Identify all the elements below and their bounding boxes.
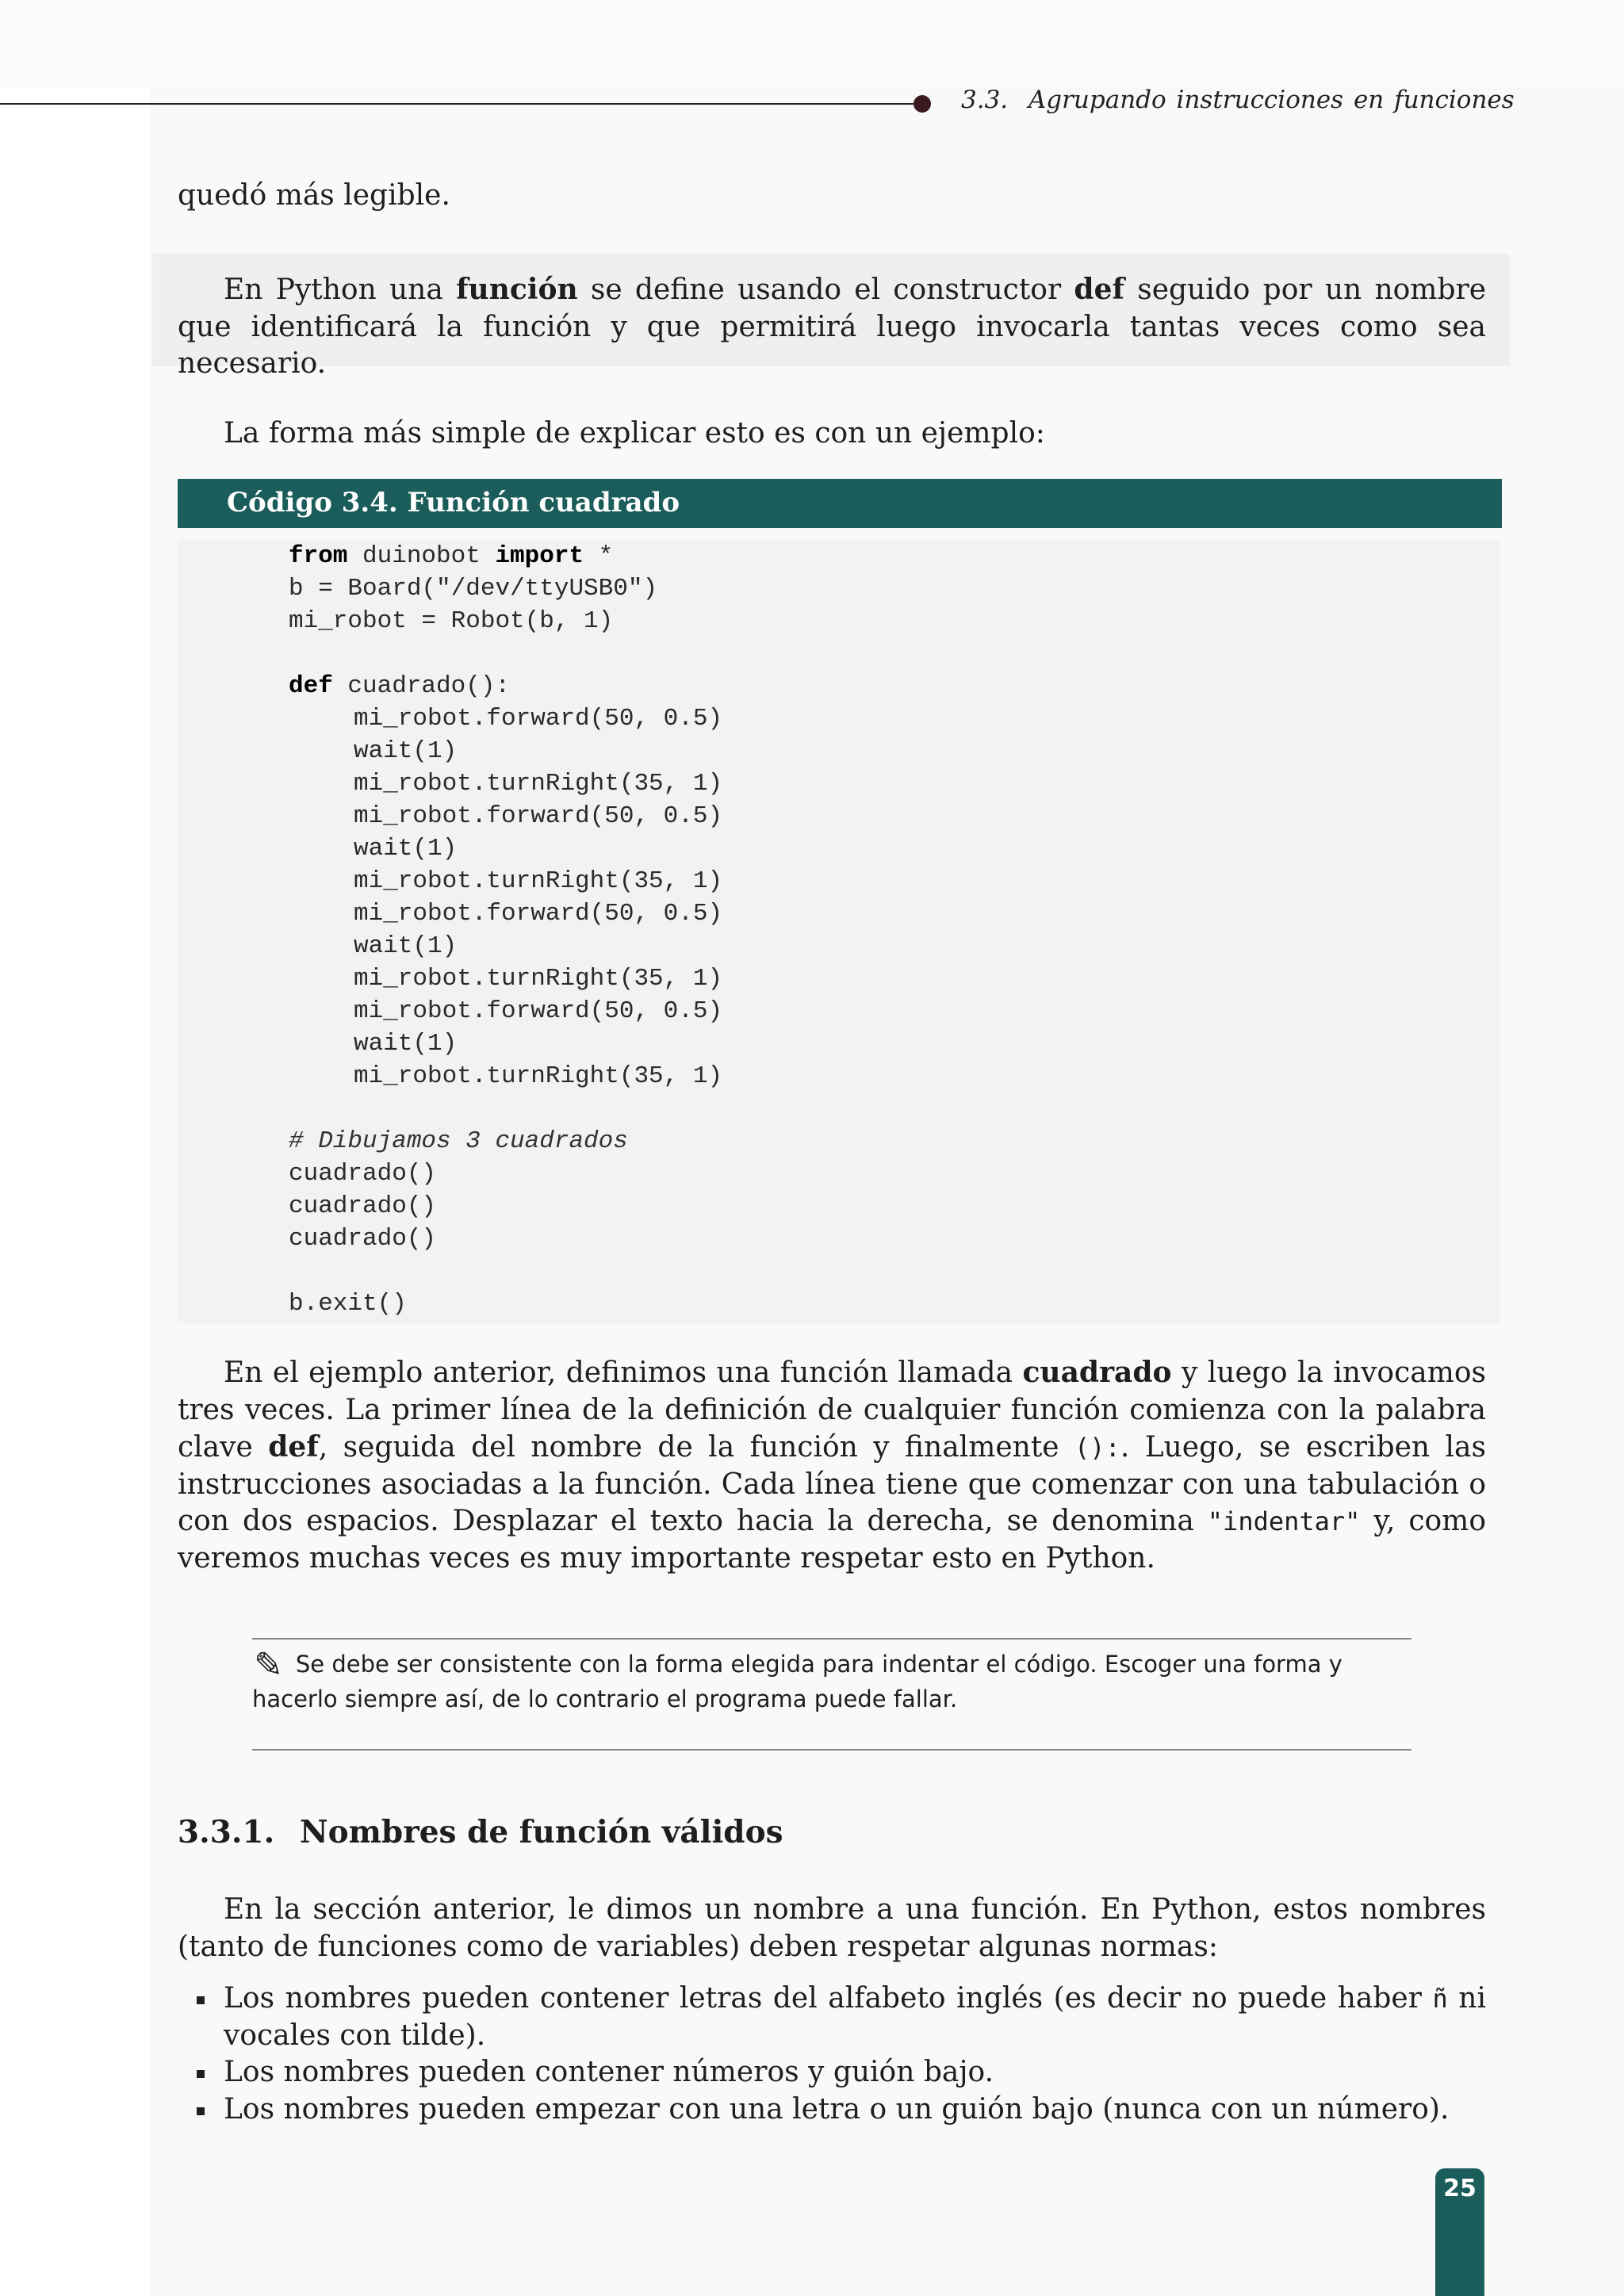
code-line: cuadrado() [289,1160,437,1188]
code-line: from duinobot import * [289,542,614,570]
header-dot [914,95,931,113]
code-line: def cuadrado(): [289,672,511,700]
pencil-icon: ✎ [254,1645,283,1686]
code-line: b = Board("/dev/ttyUSB0") [289,575,658,603]
bullet-square-icon [197,2107,205,2115]
code-line: mi_robot.forward(50, 0.5) [354,802,723,830]
note-bottom-rule [252,1749,1411,1751]
header-section-number: 3.3. [961,86,1009,114]
code-line: wait(1) [354,835,458,863]
list-item: Los nombres pueden contener números y guión bajo. [224,2054,1486,2091]
code-line: cuadrado() [289,1225,437,1253]
code-line: wait(1) [354,932,458,960]
definition-text: En Python una función se define usando el constructor def seguido por un nombre que identificará la función y que permitirá luego invocarla tantas veces como sea necesario. [178,273,1486,380]
list-item: Los nombres pueden contener letras del alfabeto inglés (es decir no puede haber ñ ni vocales con tilde). [224,1980,1486,2054]
term-def: def [1074,273,1124,306]
code-line: mi_robot.forward(50, 0.5) [354,997,723,1025]
section-number: 3.3.1. [178,1814,275,1850]
list-item: Los nombres pueden empezar con una letra o un guión bajo (nunca con un número). [224,2091,1486,2129]
note-text: Se debe ser consistente con la forma elegida para indentar el código. Escoger una forma y hacerlo siempre así, de lo contrario el programa puede fallar. [252,1651,1342,1712]
code-line: b.exit() [289,1290,407,1318]
code-line: mi_robot.turnRight(35, 1) [354,1062,723,1090]
page-number: 25 [1443,2175,1477,2202]
code-listing-header [178,479,1502,528]
bullet-square-icon [197,2070,205,2078]
code-line: mi_robot.turnRight(35, 1) [354,770,723,798]
explanation-paragraph: En el ejemplo anterior, definimos una función llamada cuadrado y luego la invocamos tres veces. La primer línea de la definición de cualquier función comienza con la palabra clave def, seguida del nombre de la función y finalmente ():. Luego, se escriben las instrucciones asociadas a la función. Cada línea tiene que comenzar con una tabulación o con dos espacios. Desplazar el texto hacia la derecha, se denomina "indentar" y, como veremos muchas veces es muy importante respetar esto en Python. [178,1356,1486,1575]
code-line: cuadrado() [289,1192,437,1220]
lead-in-paragraph: La forma más simple de explicar esto es con un ejemplo: [224,417,1045,450]
header-rule [0,103,918,105]
page-number-tab [1435,2168,1484,2296]
code-line: mi_robot = Robot(b, 1) [289,607,614,635]
running-header [961,86,1515,114]
code-listing [178,540,1500,1323]
bullet-square-icon [197,1996,205,2004]
rules-list [224,1980,1486,2128]
note-top-rule [252,1638,1411,1640]
code-line: mi_robot.forward(50, 0.5) [354,705,723,733]
code-line: mi_robot.turnRight(35, 1) [354,965,723,993]
note-box [252,1647,1411,1716]
section-intro-paragraph: En la sección anterior, le dimos un nombre a una función. En Python, estos nombres (tanto de funciones como de variables) deben respetar algunas normas: [178,1893,1486,1963]
code-listing-caption: Código 3.4. Función cuadrado [227,487,680,519]
page-top-band [0,0,1624,87]
code-line: mi_robot.turnRight(35, 1) [354,867,723,895]
code-comment: # Dibujamos 3 cuadrados [289,1127,628,1155]
term-funcion: función [456,273,578,306]
code-line: mi_robot.forward(50, 0.5) [354,900,723,928]
section-heading [178,1814,783,1850]
code-line: wait(1) [354,737,458,765]
paragraph-continuation: quedó más legible. [178,179,450,212]
section-title: Nombres de función válidos [300,1814,783,1850]
code-line: wait(1) [354,1030,458,1058]
header-section-title: Agrupando instrucciones en funciones [1028,86,1515,114]
